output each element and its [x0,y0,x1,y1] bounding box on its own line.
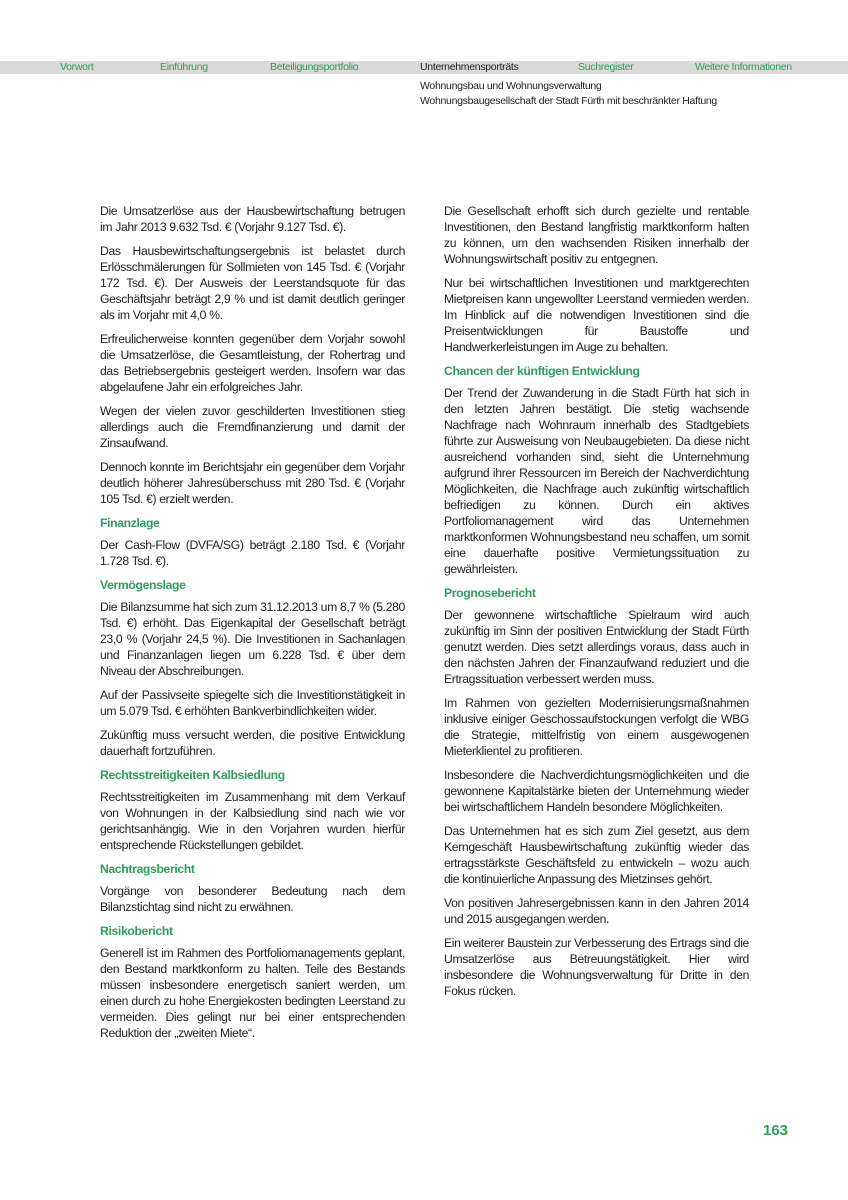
nav-einfuehrung[interactable]: Einführung [160,61,208,73]
paragraph: Das Hausbewirtschaftungsergebnis ist belastet durch Erlösschmälerungen für Sollmieten von 145 Tsd. € (Vorjahr 172 Tsd. €). Der Ausweis der Leerstandsquote für das Geschäftsjahr beträgt 2,9 % und ist damit deutlich geringer als im Vorjahr mit 4,0 %. [100,244,405,322]
section-subtitle: Wohnungsbau und Wohnungsverwaltung [420,80,602,92]
paragraph: Die Gesellschaft erhofft sich durch gezielte und rentable Investitionen, den Bestand langfristig marktkonform halten zu können, um den wachsenden Risiken innerhalb der Wohnungswirtschaft positiv zu entgegnen. [444,204,749,266]
section-heading: Finanzlage [100,516,160,530]
paragraph: Insbesondere die Nachverdichtungsmöglichkeiten und die gewonnene Kapitalstärke bieten der Unternehmung wieder bei wirtschaftlichem Handeln besondere Möglichkeiten. [444,768,749,814]
paragraph: Vorgänge von besonderer Bedeutung nach dem Bilanzstichtag sind nicht zu erwähnen. [100,884,405,914]
company-name: Wohnungsbaugesellschaft der Stadt Fürth mit beschränkter Haftung [420,95,717,107]
paragraph: Dennoch konnte im Berichtsjahr ein gegenüber dem Vorjahr deutlich höherer Jahresüberschuss mit 280 Tsd. € (Vorjahr 105 Tsd. €) erzielt werden. [100,460,405,506]
paragraph: Die Bilanzsumme hat sich zum 31.12.2013 um 8,7 % (5.280 Tsd. €) erhöht. Das Eigenkapital der Gesellschaft beträgt 23,0 % (Vorjahr 24,5 %). Die Investitionen in Sachanlagen und Finanzanlagen liegen um 6.228 Tsd. € über dem Niveau der Abschreibungen. [100,600,405,678]
left-column [100,203,405,1049]
paragraph: Wegen der vielen zuvor geschilderten Investitionen stieg allerdings auch die Fremdfinanzierung und damit der Zinsaufwand. [100,404,405,450]
paragraph: Zukünftig muss versucht werden, die positive Entwicklung dauerhaft fortzuführen. [100,728,405,758]
paragraph: Erfreulicherweise konnten gegenüber dem Vorjahr sowohl die Umsatzerlöse, die Gesamtleistung, der Rohertrag und das Betriebsergebnis gesteigert werden. Insofern war das abgelaufene Jahr ein erfolgreiches Jahr. [100,332,405,394]
paragraph: Die Umsatzerlöse aus der Hausbewirtschaftung betrugen im Jahr 2013 9.632 Tsd. € (Vorjahr 9.127 Tsd. €). [100,204,405,234]
nav-beteiligungsportfolio[interactable]: Beteiligungsportfolio [270,61,359,73]
paragraph: Von positiven Jahresergebnissen kann in den Jahren 2014 und 2015 ausgegangen werden. [444,896,749,926]
section-heading: Chancen der künftigen Entwicklung [444,364,640,378]
section-heading: Rechtsstreitigkeiten Kalbsiedlung [100,768,285,782]
page-number: 163 [763,1122,789,1139]
section-heading: Prognosebericht [444,586,536,600]
paragraph: Der gewonnene wirtschaftliche Spielraum wird auch zukünftig im Sinn der positiven Entwicklung der Stadt Fürth genutzt werden. Dies setzt allerdings voraus, dass auch in den nächsten Jahren der Finanzaufwand reduziert und die Ertragssituation verbessert werden muss. [444,608,749,686]
paragraph: Ein weiterer Baustein zur Verbesserung des Ertrags sind die Umsatzerlöse aus Betreuungstätigkeit. Hier wird insbesondere die Wohnungsverwaltung für Dritte in den Fokus rücken. [444,936,749,998]
paragraph: Das Unternehmen hat es sich zum Ziel gesetzt, aus dem Kerngeschäft Hausbewirtschaftung zukünftig wieder das ertragsstärkste Geschäftsfeld zu entwickeln – wozu auch die kontinuierliche Anpassung des Mietzinses gehört. [444,824,749,886]
paragraph: Nur bei wirtschaftlichen Investitionen und marktgerechten Mietpreisen kann ungewollter Leerstand vermieden werden. Im Hinblick auf die notwendigen Investitionen sind die Preisentwicklungen für Baustoffe und Handwerkerleistungen im Auge zu behalten. [444,276,749,354]
nav-weitere-informationen[interactable]: Weitere Informationen [695,61,792,73]
nav-suchregister[interactable]: Suchregister [578,61,634,73]
paragraph: Rechtsstreitigkeiten im Zusammenhang mit dem Verkauf von Wohnungen in der Kalbsiedlung sind nach wie vor gerichtsanhängig. Wie in den Vorjahren wurden hierfür entsprechende Rückstellungen gebildet. [100,790,405,852]
paragraph: Auf der Passivseite spiegelte sich die Investitionstätigkeit in um 5.079 Tsd. € erhöhten Bankverbindlichkeiten wider. [100,688,405,718]
right-column [444,203,749,1007]
section-heading: Vermögenslage [100,578,186,592]
nav-vorwort[interactable]: Vorwort [60,61,94,73]
section-heading: Risikobericht [100,924,173,938]
paragraph: Der Cash-Flow (DVFA/SG) beträgt 2.180 Tsd. € (Vorjahr 1.728 Tsd. €). [100,538,405,568]
paragraph: Im Rahmen von gezielten Modernisierungsmaßnahmen inklusive einiger Geschossaufstockungen verfolgt die WBG die Strategie, mittelfristig von einem ausgewogenen Mieterklientel zu profitieren. [444,696,749,758]
nav-unternehmensportraets[interactable]: Unternehmensporträts [420,61,519,73]
section-heading: Nachtragsbericht [100,862,195,876]
paragraph: Generell ist im Rahmen des Portfoliomanagements geplant, den Bestand marktkonform zu halten. Teile des Bestands müssen insbesondere energetisch saniert werden, um einen durch zu hohe Energiekosten bedingten Leerstand zu vermeiden. Dies gelingt nur bei einer entsprechenden Reduktion der „zweiten Miete“. [100,946,405,1040]
paragraph: Der Trend der Zuwanderung in die Stadt Fürth hat sich in den letzten Jahren bestätigt. Die stetig wachsende Nachfrage nach Wohnraum innerhalb des Stadtgebiets führte zur Ausweisung von Neubaugebieten. Da diese nicht ausreichend vorhanden sind, sieht die Unternehmung aufgrund ihrer Ressourcen im Bereich der Nachverdichtung Möglichkeiten, die Nachfrage auch zukünftig wirtschaftlich befriedigen zu können. Durch ein aktives Portfoliomanagement wird das Unternehmen marktkonformen Wohnungsbestand neu schaffen, um somit eine dauerhafte positive Vermietungssituation zu gewährleisten. [444,386,749,576]
